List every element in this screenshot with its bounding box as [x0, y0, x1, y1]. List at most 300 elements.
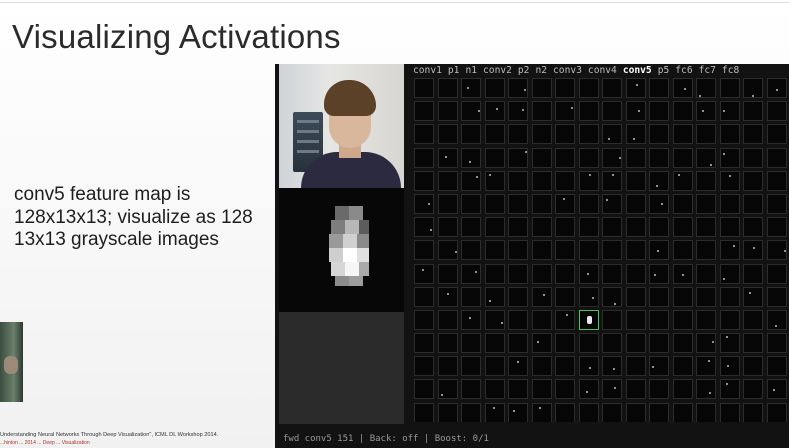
activation-dot — [733, 245, 735, 247]
activation-cell[interactable] — [602, 171, 622, 191]
activation-cell[interactable] — [673, 379, 693, 399]
activation-cell[interactable] — [626, 287, 646, 307]
activation-dot — [587, 273, 589, 275]
activation-cell[interactable] — [649, 264, 669, 284]
activation-cell[interactable] — [461, 379, 481, 399]
activation-cell[interactable] — [438, 217, 458, 237]
activation-cell[interactable] — [743, 356, 763, 376]
activation-cell[interactable] — [485, 403, 505, 422]
activation-cell[interactable] — [720, 379, 740, 399]
activation-cell[interactable] — [461, 101, 481, 121]
activation-dot — [513, 410, 515, 412]
activation-dot — [636, 84, 638, 86]
activation-dot — [638, 110, 640, 112]
activation-cell[interactable] — [508, 310, 528, 330]
activation-cell[interactable] — [438, 379, 458, 399]
activation-cell[interactable] — [626, 124, 646, 144]
activation-cell[interactable] — [767, 310, 787, 330]
activation-cell[interactable] — [461, 310, 481, 330]
activation-cell[interactable] — [438, 148, 458, 168]
activation-cell[interactable] — [555, 310, 575, 330]
activation-cell[interactable] — [767, 217, 787, 237]
activation-cell[interactable] — [743, 124, 763, 144]
activation-cell[interactable] — [579, 333, 599, 353]
activation-cell[interactable] — [696, 240, 716, 260]
activation-cell[interactable] — [743, 310, 763, 330]
activation-cell[interactable] — [579, 287, 599, 307]
activation-cell[interactable] — [508, 356, 528, 376]
activation-cell[interactable] — [743, 240, 763, 260]
activation-cell[interactable] — [743, 148, 763, 168]
activation-cell[interactable] — [602, 310, 622, 330]
layer-tab-fc7[interactable]: fc7 — [698, 65, 716, 76]
activation-dot — [489, 174, 491, 176]
activation-cell[interactable] — [485, 333, 505, 353]
activation-cell[interactable] — [532, 240, 552, 260]
activation-cell[interactable] — [508, 403, 528, 422]
zoom-pixel — [345, 262, 359, 276]
activation-dot — [678, 174, 680, 176]
activation-cell[interactable] — [485, 171, 505, 191]
activation-cell[interactable] — [649, 310, 669, 330]
activation-cell[interactable] — [485, 124, 505, 144]
activation-cell[interactable] — [602, 148, 622, 168]
activation-cell[interactable] — [696, 356, 716, 376]
activation-cell[interactable] — [649, 403, 669, 422]
activation-cell[interactable] — [485, 78, 505, 98]
activation-cell[interactable] — [720, 356, 740, 376]
activation-cell[interactable] — [649, 101, 669, 121]
activation-cell[interactable] — [767, 333, 787, 353]
activation-cell[interactable] — [696, 264, 716, 284]
activation-dot — [522, 109, 524, 111]
activation-cell[interactable] — [649, 287, 669, 307]
activation-dot — [496, 108, 498, 110]
activation-cell[interactable] — [485, 287, 505, 307]
activation-cell[interactable] — [626, 356, 646, 376]
activation-dot — [493, 407, 495, 409]
activation-cell[interactable] — [555, 124, 575, 144]
zoom-pixel — [343, 234, 357, 248]
activation-dot — [469, 161, 471, 163]
activation-cell[interactable] — [626, 194, 646, 214]
activation-cell[interactable] — [508, 240, 528, 260]
activation-cell[interactable] — [438, 194, 458, 214]
activation-dot — [589, 174, 591, 176]
activation-cell[interactable] — [602, 78, 622, 98]
activation-cell[interactable] — [508, 171, 528, 191]
activation-dot — [537, 341, 539, 343]
activation-cell[interactable] — [532, 78, 552, 98]
activation-cell[interactable] — [767, 171, 787, 191]
activation-cell[interactable] — [743, 171, 763, 191]
activation-cell[interactable] — [720, 124, 740, 144]
activation-cell[interactable] — [720, 171, 740, 191]
activation-cell[interactable] — [508, 333, 528, 353]
activation-cell[interactable] — [743, 194, 763, 214]
activation-cell[interactable] — [720, 217, 740, 237]
activation-cell[interactable] — [696, 287, 716, 307]
activation-cell[interactable] — [579, 356, 599, 376]
activation-cell[interactable] — [696, 101, 716, 121]
activation-cell[interactable] — [555, 287, 575, 307]
activation-cell[interactable] — [626, 171, 646, 191]
activation-dot — [441, 394, 443, 396]
activation-cell[interactable] — [579, 310, 599, 330]
activation-cell[interactable] — [743, 403, 763, 422]
activation-cell[interactable] — [767, 356, 787, 376]
activation-cell[interactable] — [673, 333, 693, 353]
activation-cell[interactable] — [414, 124, 434, 144]
slide-title: Visualizing Activations — [12, 18, 341, 55]
activation-dot — [775, 325, 777, 327]
activation-cell[interactable] — [438, 310, 458, 330]
activation-cell[interactable] — [532, 379, 552, 399]
activation-cell[interactable] — [673, 356, 693, 376]
activation-cell[interactable] — [696, 124, 716, 144]
activation-cell[interactable] — [649, 356, 669, 376]
layer-tab-conv3[interactable]: conv3 — [553, 65, 582, 76]
activation-cell[interactable] — [720, 148, 740, 168]
activation-cell[interactable] — [579, 101, 599, 121]
activation-cell[interactable] — [508, 217, 528, 237]
activation-cell[interactable] — [555, 194, 575, 214]
activation-cell[interactable] — [579, 379, 599, 399]
activation-cell[interactable] — [438, 240, 458, 260]
activation-cell[interactable] — [743, 101, 763, 121]
activation-cell[interactable] — [767, 240, 787, 260]
activation-cell[interactable] — [438, 78, 458, 98]
activation-cell[interactable] — [673, 148, 693, 168]
layer-tab-conv1[interactable]: conv1 — [413, 65, 442, 76]
activation-cell[interactable] — [532, 333, 552, 353]
activation-cell[interactable] — [767, 287, 787, 307]
activation-cell[interactable] — [673, 403, 693, 422]
activation-cell[interactable] — [532, 356, 552, 376]
activation-dot — [475, 271, 477, 273]
activation-cell[interactable] — [626, 101, 646, 121]
activation-cell[interactable] — [555, 101, 575, 121]
activation-cell[interactable] — [485, 356, 505, 376]
activation-cell[interactable] — [461, 287, 481, 307]
activation-cell[interactable] — [508, 287, 528, 307]
activation-cell[interactable] — [485, 101, 505, 121]
activation-cell[interactable] — [414, 148, 434, 168]
activation-cell[interactable] — [696, 148, 716, 168]
activation-cell[interactable] — [508, 379, 528, 399]
activation-cell[interactable] — [743, 379, 763, 399]
activation-cell[interactable] — [579, 148, 599, 168]
activation-cell[interactable] — [579, 78, 599, 98]
activation-cell[interactable] — [555, 171, 575, 191]
activation-cell[interactable] — [626, 403, 646, 422]
activation-dot — [469, 317, 471, 319]
activation-cell[interactable] — [720, 264, 740, 284]
activation-dot — [657, 250, 659, 252]
activation-cell[interactable] — [555, 78, 575, 98]
activation-cell[interactable] — [767, 403, 787, 422]
activation-cell[interactable] — [438, 403, 458, 422]
activation-cell[interactable] — [649, 240, 669, 260]
activation-cell[interactable] — [414, 78, 434, 98]
activation-dot — [524, 89, 526, 91]
activation-cell[interactable] — [626, 264, 646, 284]
citation-link[interactable]: ...hinton ... 2014 ... Deep ... Visualization — [0, 440, 90, 446]
activation-cell[interactable] — [532, 310, 552, 330]
activation-cell[interactable] — [673, 124, 693, 144]
layer-tab-conv5[interactable]: conv5 — [622, 65, 652, 76]
activation-cell[interactable] — [720, 78, 740, 98]
layer-tab-n2[interactable]: n2 — [535, 65, 548, 76]
activation-cell[interactable] — [414, 403, 434, 422]
activation-dot — [501, 322, 503, 324]
activation-cell[interactable] — [720, 310, 740, 330]
activation-dot — [654, 274, 656, 276]
activation-dot — [467, 87, 469, 89]
activation-cell[interactable] — [649, 217, 669, 237]
zoom-pixel — [357, 248, 369, 262]
activation-cell[interactable] — [579, 194, 599, 214]
activation-cell[interactable] — [696, 333, 716, 353]
activation-dot — [489, 300, 491, 302]
activation-cell[interactable] — [602, 379, 622, 399]
activation-cell[interactable] — [579, 240, 599, 260]
activation-cell[interactable] — [649, 194, 669, 214]
layer-tab-p5[interactable]: p5 — [657, 65, 670, 76]
activation-cell[interactable] — [673, 78, 693, 98]
activation-cell[interactable] — [673, 194, 693, 214]
activation-cell[interactable] — [532, 171, 552, 191]
activation-dot — [749, 292, 751, 294]
activation-cell[interactable] — [602, 217, 622, 237]
activation-cell[interactable] — [485, 379, 505, 399]
activation-cell[interactable] — [649, 78, 669, 98]
activation-cell[interactable] — [508, 194, 528, 214]
activation-cell[interactable] — [626, 333, 646, 353]
activation-cell[interactable] — [485, 194, 505, 214]
layer-tab-n1[interactable]: n1 — [465, 65, 478, 76]
activation-cell[interactable] — [767, 78, 787, 98]
activation-cell[interactable] — [461, 217, 481, 237]
activation-cell[interactable] — [626, 240, 646, 260]
activation-cell[interactable] — [414, 287, 434, 307]
activation-cell[interactable] — [532, 217, 552, 237]
activation-cell[interactable] — [579, 217, 599, 237]
activation-cell[interactable] — [743, 78, 763, 98]
activation-cell[interactable] — [696, 310, 716, 330]
activation-cell[interactable] — [414, 217, 434, 237]
zoom-pixel — [329, 234, 343, 248]
activation-dot — [445, 156, 447, 158]
activation-cell[interactable] — [414, 194, 434, 214]
activation-cell[interactable] — [579, 171, 599, 191]
activation-cell[interactable] — [743, 333, 763, 353]
activation-cell[interactable] — [743, 287, 763, 307]
activation-cell[interactable] — [555, 356, 575, 376]
activation-cell[interactable] — [649, 171, 669, 191]
activation-cell[interactable] — [626, 310, 646, 330]
layer-tab-fc8[interactable]: fc8 — [721, 65, 740, 76]
activation-cell[interactable] — [508, 148, 528, 168]
activation-cell[interactable] — [696, 78, 716, 98]
activation-cell[interactable] — [696, 171, 716, 191]
activation-cell[interactable] — [602, 356, 622, 376]
activation-cell[interactable] — [720, 333, 740, 353]
activation-cell[interactable] — [673, 287, 693, 307]
activation-cell[interactable] — [438, 287, 458, 307]
activation-cell[interactable] — [720, 194, 740, 214]
activation-cell[interactable] — [532, 403, 552, 422]
activation-cell[interactable] — [743, 264, 763, 284]
activation-cell[interactable] — [696, 379, 716, 399]
activation-cell[interactable] — [485, 240, 505, 260]
activation-cell[interactable] — [602, 264, 622, 284]
activation-cell[interactable] — [461, 124, 481, 144]
activation-cell[interactable] — [532, 287, 552, 307]
activation-cell[interactable] — [414, 171, 434, 191]
activation-cell[interactable] — [461, 403, 481, 422]
activation-cell[interactable] — [485, 217, 505, 237]
activation-cell[interactable] — [555, 264, 575, 284]
activation-cell[interactable] — [767, 148, 787, 168]
activation-cell[interactable] — [485, 264, 505, 284]
activation-cell[interactable] — [555, 148, 575, 168]
activation-cell[interactable] — [579, 124, 599, 144]
layer-bar — [413, 64, 789, 78]
activation-cell[interactable] — [414, 240, 434, 260]
activation-cell[interactable] — [673, 240, 693, 260]
selected-activation-zoom — [279, 188, 404, 312]
activation-cell[interactable] — [767, 264, 787, 284]
activation-cell[interactable] — [438, 356, 458, 376]
activation-cell[interactable] — [720, 287, 740, 307]
activation-dot — [708, 360, 710, 362]
activation-cell[interactable] — [649, 148, 669, 168]
activation-cell[interactable] — [555, 333, 575, 353]
activation-cell[interactable] — [555, 217, 575, 237]
activation-cell[interactable] — [532, 264, 552, 284]
activation-cell[interactable] — [438, 333, 458, 353]
activation-cell[interactable] — [767, 379, 787, 399]
activation-cell[interactable] — [602, 194, 622, 214]
activation-cell[interactable] — [555, 403, 575, 422]
activation-cell[interactable] — [461, 333, 481, 353]
side-panel-empty — [279, 312, 404, 424]
zoom-pixel — [331, 262, 345, 276]
activation-cell[interactable] — [438, 171, 458, 191]
activation-cell[interactable] — [649, 124, 669, 144]
activation-cell[interactable] — [414, 264, 434, 284]
activation-cell[interactable] — [508, 264, 528, 284]
activation-cell[interactable] — [602, 124, 622, 144]
activation-cell[interactable] — [626, 148, 646, 168]
activation-cell[interactable] — [414, 379, 434, 399]
activation-cell[interactable] — [579, 403, 599, 422]
activation-cell[interactable] — [414, 101, 434, 121]
activation-dot — [723, 153, 725, 155]
activation-cell[interactable] — [673, 217, 693, 237]
activation-dot — [589, 367, 591, 369]
activation-cell[interactable] — [649, 379, 669, 399]
activation-cell[interactable] — [602, 287, 622, 307]
activation-cell[interactable] — [508, 124, 528, 144]
activation-cell[interactable] — [461, 148, 481, 168]
activation-cell[interactable] — [532, 194, 552, 214]
activation-cell[interactable] — [579, 264, 599, 284]
activation-cell[interactable] — [461, 171, 481, 191]
activation-cell[interactable] — [696, 403, 716, 422]
activation-dot — [726, 336, 728, 338]
activation-cell[interactable] — [414, 310, 434, 330]
activation-cell[interactable] — [532, 148, 552, 168]
activation-cell[interactable] — [696, 217, 716, 237]
activation-cell[interactable] — [414, 333, 434, 353]
activation-cell[interactable] — [508, 101, 528, 121]
activation-dot — [455, 251, 457, 253]
activation-cell[interactable] — [602, 333, 622, 353]
activation-cell[interactable] — [438, 101, 458, 121]
activation-cell[interactable] — [626, 78, 646, 98]
activation-cell[interactable] — [532, 101, 552, 121]
activation-blob — [587, 316, 592, 324]
layer-tab-p2[interactable]: p2 — [517, 65, 530, 76]
activation-cell[interactable] — [673, 171, 693, 191]
activation-cell[interactable] — [461, 264, 481, 284]
activation-dot — [752, 95, 754, 97]
activation-cell[interactable] — [696, 194, 716, 214]
activation-dot — [619, 157, 621, 159]
activation-cell[interactable] — [767, 124, 787, 144]
layer-tab-p1[interactable]: p1 — [447, 65, 460, 76]
activation-cell[interactable] — [673, 264, 693, 284]
activation-cell[interactable] — [649, 333, 669, 353]
activation-cell[interactable] — [461, 78, 481, 98]
activation-cell[interactable] — [743, 217, 763, 237]
activation-cell[interactable] — [555, 379, 575, 399]
activation-cell[interactable] — [414, 356, 434, 376]
layer-tab-fc6[interactable]: fc6 — [675, 65, 693, 76]
activation-cell[interactable] — [602, 101, 622, 121]
layer-tab-conv4[interactable]: conv4 — [587, 65, 617, 76]
activation-cell[interactable] — [602, 403, 622, 422]
activation-cell[interactable] — [720, 240, 740, 260]
activation-cell[interactable] — [532, 124, 552, 144]
layer-tab-conv2[interactable]: conv2 — [483, 65, 512, 76]
activation-cell[interactable] — [626, 217, 646, 237]
activation-cell[interactable] — [602, 240, 622, 260]
activation-cell[interactable] — [508, 78, 528, 98]
activation-cell[interactable] — [485, 310, 505, 330]
activation-cell[interactable] — [438, 124, 458, 144]
person-hair — [324, 80, 376, 116]
activation-cell[interactable] — [767, 194, 787, 214]
activation-cell[interactable] — [673, 310, 693, 330]
activation-cell[interactable] — [438, 264, 458, 284]
activation-dot — [476, 176, 478, 178]
activation-cell[interactable] — [673, 101, 693, 121]
zoom-pixel — [359, 220, 369, 234]
activation-cell[interactable] — [626, 379, 646, 399]
activation-cell[interactable] — [720, 101, 740, 121]
activation-cell[interactable] — [461, 356, 481, 376]
activation-cell[interactable] — [461, 240, 481, 260]
activation-cell[interactable] — [720, 403, 740, 422]
activation-cell[interactable] — [485, 148, 505, 168]
activation-cell[interactable] — [555, 240, 575, 260]
activation-cell[interactable] — [767, 101, 787, 121]
activation-dot — [723, 110, 725, 112]
activation-cell[interactable] — [461, 194, 481, 214]
